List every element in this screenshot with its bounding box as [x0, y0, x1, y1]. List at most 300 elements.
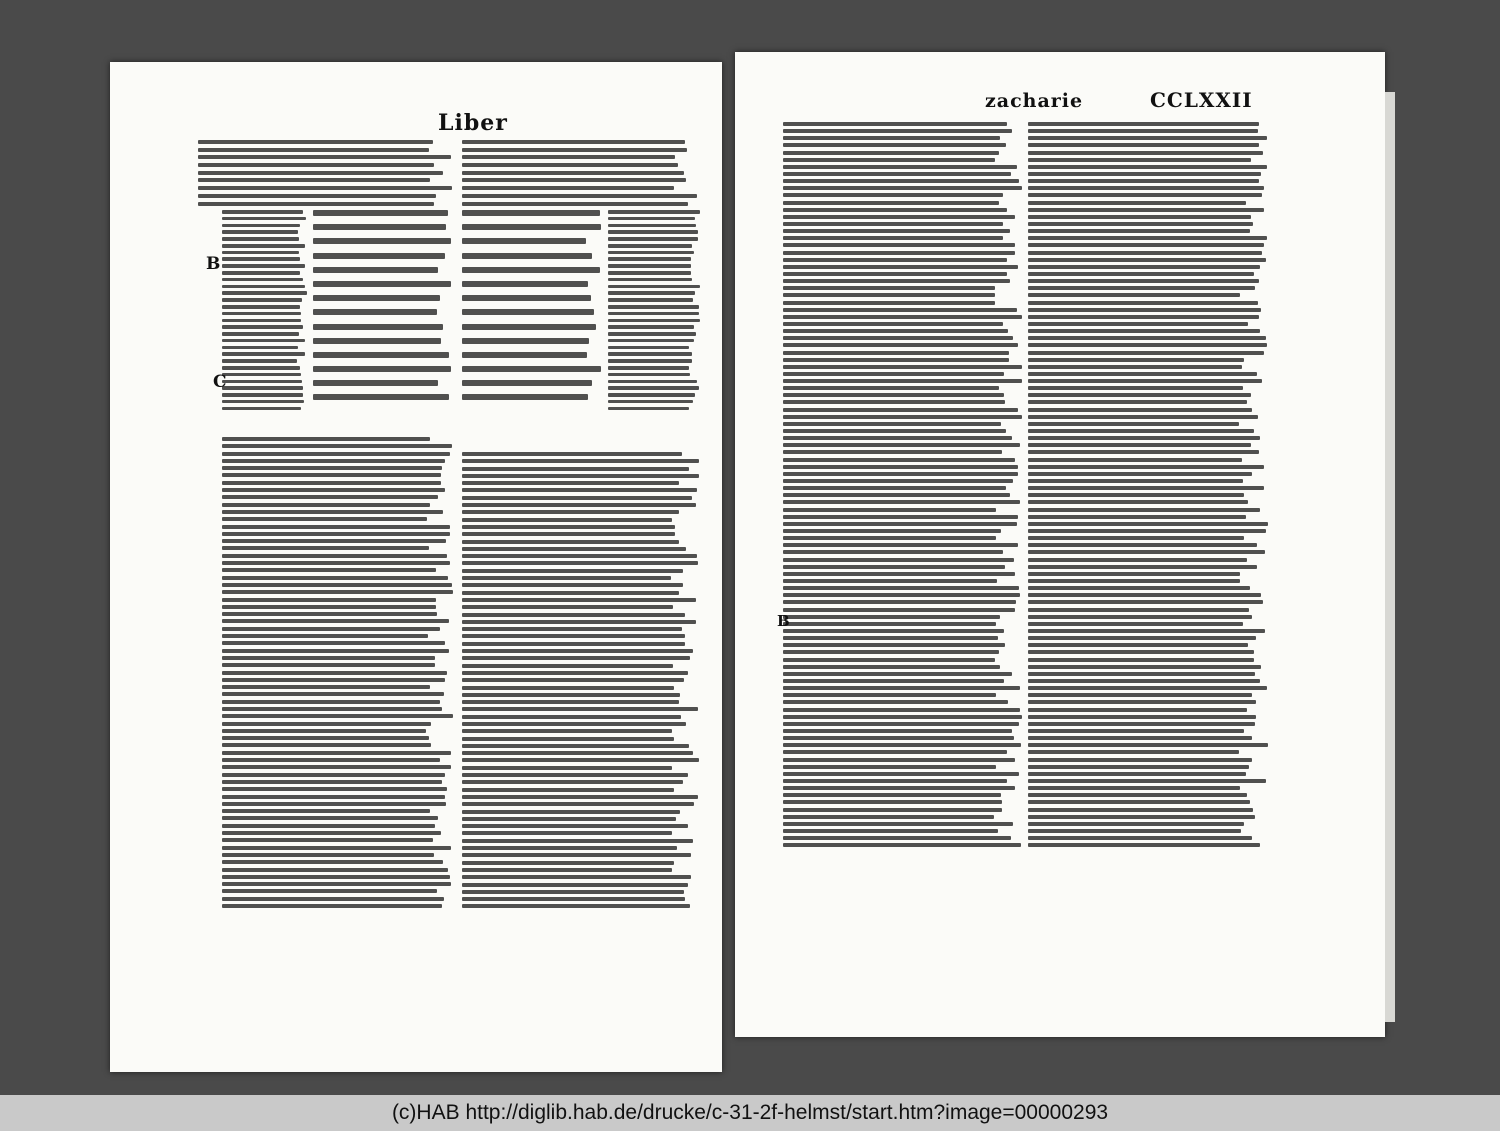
- text-line: [1028, 615, 1252, 619]
- text-line: [1028, 122, 1259, 126]
- text-line: [222, 649, 449, 653]
- text-line: [222, 809, 430, 813]
- text-line: [462, 510, 679, 514]
- text-line: [783, 708, 1020, 712]
- text-line: [462, 802, 694, 806]
- text-line: [783, 415, 1022, 419]
- text-line: [1028, 243, 1264, 247]
- text-line: [783, 493, 1010, 497]
- text-line: [222, 554, 447, 558]
- text-line: [783, 629, 1004, 633]
- text-line: [608, 407, 689, 411]
- text-line: [313, 238, 451, 244]
- text-line: [783, 536, 996, 540]
- text-line: [783, 715, 1022, 719]
- text-line: [1028, 215, 1251, 219]
- text-line: [462, 700, 679, 704]
- text-line: [222, 692, 444, 696]
- text-line: [222, 488, 445, 492]
- text-line: [608, 400, 693, 404]
- text-line: [198, 194, 436, 198]
- text-line: [783, 836, 1011, 840]
- text-line: [783, 486, 1006, 490]
- text-line: [608, 319, 700, 323]
- text-line: [608, 359, 692, 363]
- text-line: [198, 171, 443, 175]
- text-line: [222, 853, 434, 857]
- text-line: [462, 707, 698, 711]
- text-line: [1028, 579, 1240, 583]
- text-line: [1028, 729, 1244, 733]
- text-line: [783, 400, 1005, 404]
- text-line: [222, 634, 428, 638]
- text-line: [222, 875, 450, 879]
- text-line: [1028, 236, 1267, 240]
- text-line: [462, 715, 681, 719]
- text-line: [222, 824, 435, 828]
- text-line: [462, 224, 601, 230]
- text-line: [462, 598, 696, 602]
- text-line: [222, 539, 446, 543]
- text-line: [313, 281, 451, 287]
- text-line: [1028, 322, 1248, 326]
- text-line: [222, 612, 437, 616]
- text-line: [462, 210, 600, 216]
- text-line: [1028, 629, 1265, 633]
- text-line: [313, 224, 446, 230]
- text-line: [222, 444, 452, 448]
- text-line: [462, 737, 674, 741]
- text-line: [462, 810, 680, 814]
- text-line: [608, 217, 695, 221]
- text-line: [1028, 393, 1251, 397]
- text-line: [462, 561, 698, 565]
- text-line: [222, 481, 441, 485]
- text-line: [222, 743, 431, 747]
- text-line: [783, 829, 998, 833]
- text-line: [222, 897, 444, 901]
- text-line: [783, 543, 1018, 547]
- text-line: [462, 780, 683, 784]
- text-line: [462, 532, 675, 536]
- text-line: [1028, 315, 1259, 319]
- text-line: [222, 868, 448, 872]
- text-line: [222, 495, 438, 499]
- text-line: [783, 700, 1008, 704]
- text-line: [222, 904, 442, 908]
- text-line: [222, 510, 443, 514]
- text-line: [1028, 693, 1252, 697]
- text-line: [462, 583, 683, 587]
- text-line: [222, 359, 297, 363]
- text-line: [313, 324, 443, 330]
- text-line: [1028, 308, 1261, 312]
- text-line: [783, 608, 1015, 612]
- text-line: [462, 817, 676, 821]
- right-page: [735, 52, 1385, 1037]
- text-line: [222, 561, 450, 565]
- text-line: [783, 422, 1001, 426]
- text-line: [1028, 822, 1244, 826]
- text-line: [222, 627, 440, 631]
- text-line: [222, 831, 441, 835]
- text-line: [222, 795, 445, 799]
- text-line: [608, 291, 695, 295]
- text-line: [1028, 400, 1247, 404]
- text-line: [462, 155, 675, 159]
- text-line: [783, 743, 1021, 747]
- text-line: [462, 178, 686, 182]
- text-line: [462, 744, 689, 748]
- text-line: [1028, 829, 1241, 833]
- text-line: [1028, 636, 1256, 640]
- text-line: [462, 591, 679, 595]
- text-line: [462, 171, 684, 175]
- text-line: [222, 230, 298, 234]
- text-line: [222, 882, 451, 886]
- right-commentary-column-1: [783, 122, 1023, 850]
- text-line: [462, 352, 587, 358]
- text-line: [783, 329, 1008, 333]
- left-top-column-2: [462, 140, 700, 209]
- text-line: [1028, 572, 1240, 576]
- text-line: [462, 868, 672, 872]
- text-line: [783, 779, 1007, 783]
- text-line: [222, 305, 300, 309]
- text-line: [783, 479, 1013, 483]
- text-line: [783, 151, 999, 155]
- text-line: [608, 346, 689, 350]
- text-line: [462, 605, 673, 609]
- text-line: [462, 459, 699, 463]
- text-line: [313, 309, 437, 315]
- text-line: [783, 665, 1000, 669]
- text-line: [608, 271, 691, 275]
- text-line: [1028, 643, 1248, 647]
- text-line: [222, 237, 299, 241]
- text-line: [783, 722, 1019, 726]
- text-line: [222, 590, 453, 594]
- text-line: [462, 380, 592, 386]
- text-line: [783, 293, 995, 297]
- text-line: [222, 525, 450, 529]
- text-line: [783, 229, 1010, 233]
- text-line: [222, 459, 445, 463]
- text-line: [1028, 658, 1254, 662]
- text-line: [462, 194, 697, 198]
- text-line: [783, 136, 1000, 140]
- text-line: [1028, 565, 1257, 569]
- text-line: [198, 202, 434, 206]
- text-line: [783, 408, 1018, 412]
- text-line: [783, 679, 1004, 683]
- text-line: [1028, 272, 1254, 276]
- text-line: [783, 500, 1020, 504]
- text-line: [783, 122, 1007, 126]
- text-line: [198, 155, 451, 159]
- text-line: [222, 846, 451, 850]
- text-line: [222, 271, 300, 275]
- text-line: [1028, 486, 1264, 490]
- text-line: [783, 393, 1004, 397]
- text-line: [1028, 408, 1252, 412]
- text-line: [222, 517, 427, 521]
- text-line: [1028, 193, 1262, 197]
- text-line: [608, 210, 700, 214]
- text-line: [783, 808, 1002, 812]
- text-line: [1028, 758, 1252, 762]
- text-line: [783, 251, 1015, 255]
- text-line: [222, 773, 445, 777]
- text-line: [783, 129, 1012, 133]
- text-line: [608, 312, 699, 316]
- text-line: [1028, 472, 1252, 476]
- text-line: [783, 379, 1022, 383]
- text-line: [462, 766, 672, 770]
- text-line: [462, 525, 675, 529]
- text-line: [222, 802, 446, 806]
- left-gloss-column-2: [608, 210, 700, 413]
- text-line: [462, 853, 691, 857]
- text-line: [222, 598, 436, 602]
- text-line: [222, 685, 430, 689]
- text-line: [1028, 508, 1260, 512]
- text-line: [222, 285, 305, 289]
- text-line: [1028, 422, 1239, 426]
- text-line: [222, 210, 303, 214]
- text-line: [783, 436, 1012, 440]
- text-line: [1028, 379, 1262, 383]
- text-line: [462, 366, 601, 372]
- text-line: [608, 264, 691, 268]
- text-line: [222, 339, 305, 343]
- text-line: [783, 686, 1020, 690]
- text-line: [1028, 765, 1249, 769]
- text-line: [222, 503, 430, 507]
- text-line: [1028, 201, 1246, 205]
- text-line: [222, 380, 302, 384]
- text-line: [222, 332, 299, 336]
- text-line: [462, 202, 688, 206]
- text-line: [462, 678, 684, 682]
- text-line: [783, 286, 995, 290]
- text-line: [462, 904, 690, 908]
- text-line: [222, 217, 306, 221]
- text-line: [1028, 372, 1257, 376]
- text-line: [222, 251, 299, 255]
- text-line: [783, 343, 1018, 347]
- text-line: [222, 722, 431, 726]
- text-line: [1028, 686, 1267, 690]
- text-line: [1028, 443, 1251, 447]
- text-line: [462, 773, 688, 777]
- text-line: [608, 298, 693, 302]
- text-line: [462, 831, 672, 835]
- text-line: [462, 569, 683, 573]
- text-line: [783, 772, 1019, 776]
- text-line: [1028, 708, 1247, 712]
- text-line: [222, 751, 451, 755]
- text-line: [608, 373, 690, 377]
- left-page: [110, 62, 722, 1072]
- text-line: [462, 253, 592, 259]
- text-line: [462, 751, 693, 755]
- text-line: [783, 308, 1017, 312]
- text-line: [222, 714, 453, 718]
- text-line: [1028, 600, 1263, 604]
- text-line: [608, 251, 694, 255]
- text-line: [222, 298, 302, 302]
- text-line: [608, 257, 691, 261]
- text-line: [783, 186, 1022, 190]
- text-line: [462, 883, 688, 887]
- text-line: [462, 671, 688, 675]
- text-line: [462, 554, 697, 558]
- text-line: [783, 315, 1022, 319]
- text-line: [783, 729, 1012, 733]
- text-line: [783, 222, 1003, 226]
- text-line: [462, 267, 600, 273]
- text-line: [783, 215, 1015, 219]
- text-line: [1028, 536, 1244, 540]
- text-line: [783, 365, 1022, 369]
- right-folio-number: CCLXXII: [1150, 88, 1253, 112]
- text-line: [313, 210, 448, 216]
- text-line: [783, 236, 1003, 240]
- text-line: [783, 650, 999, 654]
- text-line: [1028, 265, 1260, 269]
- text-line: [783, 558, 1014, 562]
- text-line: [462, 795, 698, 799]
- text-line: [1028, 722, 1255, 726]
- text-line: [222, 787, 447, 791]
- left-commentary-column-2: [462, 452, 700, 912]
- text-line: [783, 843, 1021, 847]
- text-line: [462, 452, 682, 456]
- text-line: [313, 366, 451, 372]
- text-line: [462, 839, 693, 843]
- text-line: [1028, 136, 1267, 140]
- text-line: [1028, 172, 1261, 176]
- text-line: [1028, 365, 1242, 369]
- text-line: [1028, 800, 1250, 804]
- text-line: [1028, 793, 1247, 797]
- text-line: [783, 165, 1017, 169]
- text-line: [1028, 329, 1260, 333]
- text-line: [608, 380, 697, 384]
- text-line: [222, 224, 300, 228]
- text-line: [462, 186, 674, 190]
- text-line: [313, 380, 438, 386]
- footer-bar: [0, 1095, 1500, 1131]
- text-line: [1028, 500, 1248, 504]
- text-line: [1028, 529, 1266, 533]
- text-line: [783, 586, 1019, 590]
- text-line: [222, 780, 442, 784]
- text-line: [462, 140, 685, 144]
- text-line: [1028, 550, 1265, 554]
- text-line: [462, 496, 692, 500]
- text-line: [1028, 543, 1257, 547]
- text-line: [783, 143, 1006, 147]
- text-line: [462, 693, 680, 697]
- text-line: [783, 515, 1018, 519]
- text-line: [783, 572, 1015, 576]
- text-line: [1028, 258, 1266, 262]
- text-line: [783, 258, 1007, 262]
- text-line: [1028, 665, 1261, 669]
- text-line: [783, 358, 1009, 362]
- text-line: [1028, 301, 1258, 305]
- text-line: [608, 332, 696, 336]
- text-line: [608, 393, 695, 397]
- text-line: [222, 816, 438, 820]
- text-line: [1028, 415, 1258, 419]
- text-line: [783, 193, 1003, 197]
- text-line: [608, 244, 692, 248]
- text-line: [313, 295, 440, 301]
- left-running-head: Liber: [438, 110, 508, 136]
- text-line: [783, 208, 1007, 212]
- text-line: [783, 158, 995, 162]
- text-line: [462, 634, 685, 638]
- text-line: [222, 641, 445, 645]
- text-line: [1028, 158, 1251, 162]
- text-line: [198, 186, 452, 190]
- text-line: [462, 474, 699, 478]
- text-line: [1028, 279, 1259, 283]
- text-line: [462, 518, 672, 522]
- text-line: [1028, 522, 1268, 526]
- text-line: [783, 508, 996, 512]
- text-line: [222, 678, 445, 682]
- left-main-text-2: [462, 210, 602, 409]
- text-line: [222, 700, 440, 704]
- text-line: [608, 366, 689, 370]
- text-line: [222, 244, 305, 248]
- text-line: [462, 281, 588, 287]
- text-line: [783, 529, 1001, 533]
- text-line: [462, 649, 693, 653]
- text-line: [222, 605, 436, 609]
- text-line: [222, 546, 429, 550]
- text-line: [1028, 750, 1239, 754]
- text-line: [1028, 479, 1243, 483]
- text-line: [608, 339, 694, 343]
- text-line: [1028, 251, 1262, 255]
- text-line: [783, 450, 1002, 454]
- text-line: [608, 352, 692, 356]
- text-line: [608, 224, 696, 228]
- text-line: [313, 352, 449, 358]
- text-line: [462, 547, 686, 551]
- text-line: [783, 458, 1015, 462]
- text-line: [462, 846, 677, 850]
- text-line: [783, 272, 1007, 276]
- text-line: [1028, 343, 1267, 347]
- text-line: [1028, 293, 1240, 297]
- text-line: [783, 593, 1020, 597]
- text-line: [222, 707, 442, 711]
- text-line: [462, 656, 690, 660]
- text-line: [1028, 715, 1256, 719]
- text-line: [462, 481, 679, 485]
- text-line: [783, 579, 997, 583]
- text-line: [608, 386, 699, 390]
- text-line: [462, 148, 687, 152]
- text-line: [222, 257, 300, 261]
- sheet-edge: [1385, 92, 1395, 1022]
